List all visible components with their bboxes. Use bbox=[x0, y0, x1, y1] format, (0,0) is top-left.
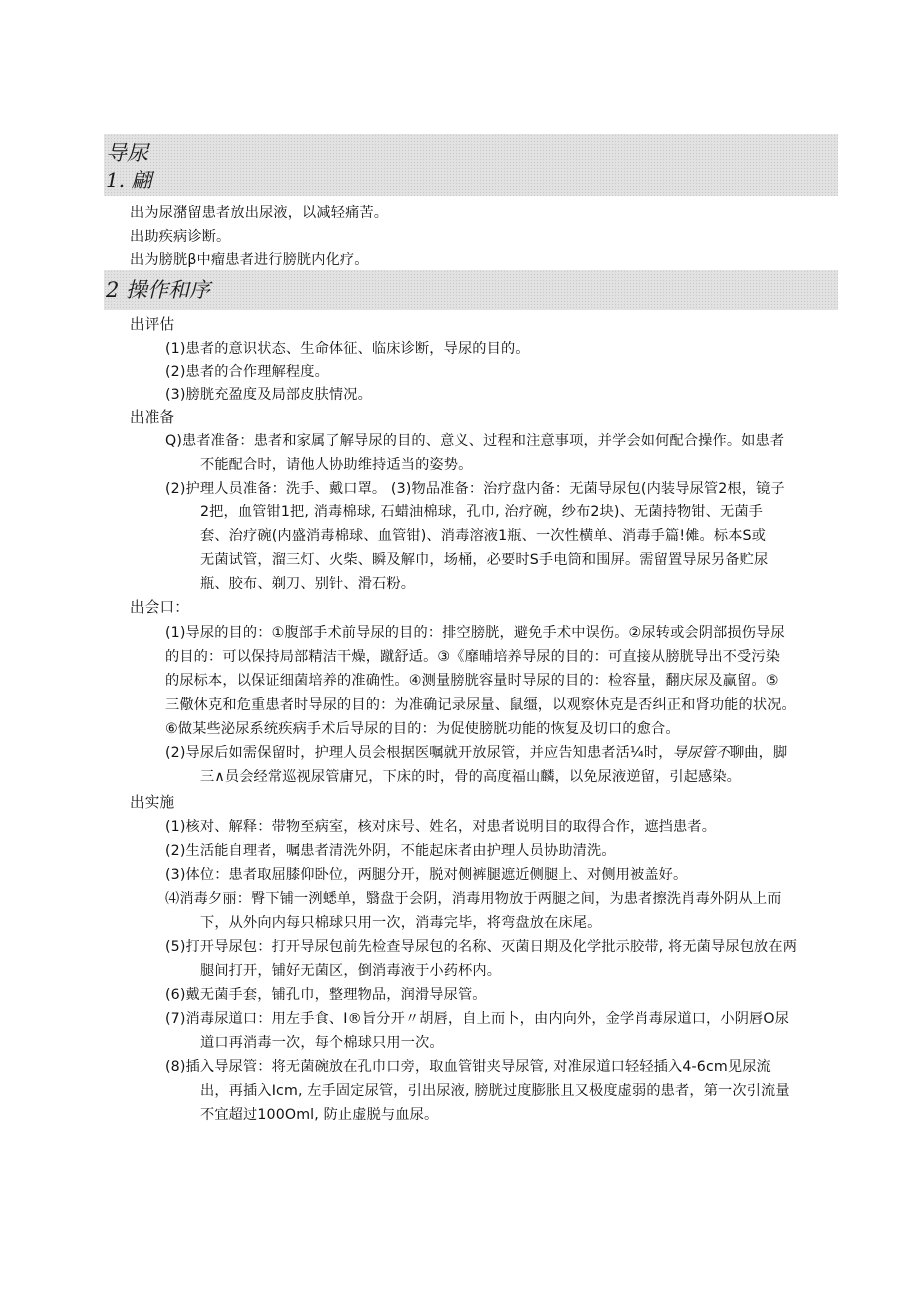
meeting-line bbox=[165, 746, 787, 760]
implement-line: 不宜超过100Oml, 防止虚脱与血尿。 bbox=[200, 1107, 439, 1123]
assess-item: (1)患者的意识状态、生命体征、临床诊断，导尿的目的。 bbox=[165, 341, 530, 357]
prepare-line: 2把，血管钳1把, 消毒棉球, 石蜡油棉球，孔巾, 治疗碗，纱布2块)、无菌持物钳、无菌手 bbox=[200, 504, 763, 520]
implement-line: (7)消毒尿道口：用左手食、I®旨分开〃胡唇，自上而卜，由内向外，金学肖毒尿道口，小阴唇O尿 bbox=[165, 1011, 790, 1027]
implement-line: ⑷消毒夕丽：臀下铺一洌蟋单，翳盘于会阴，消毒用物放于两腿之间，为患者擦洗肖毒外阴从上而 bbox=[165, 891, 782, 907]
implement-line: (3)体位：患者取屈膝仰卧位，两腿分开，脱对侧裤腿遮近侧腿上、对侧用被盖好。 bbox=[165, 867, 688, 883]
prepare-line: (2)护理人员准备：洗手、戴口罩。 (3)物品准备：治疗盘内备：无菌导尿包(内装导尿管2根，镜子 bbox=[165, 481, 785, 497]
meeting-line-text: (2)导尿后如需保留时，护理人员会根据医嘱就开放尿管，并应告知患者活¼时， bbox=[165, 745, 673, 761]
implement-line: (5)打开导尿包：打开导尿包前先检查导尿包的名称、灭菌日期及化学批示胶带, 将无菌导尿包放在两 bbox=[165, 939, 798, 955]
implement-line: 下，从外向内每只棉球只用一次，消毒完毕，将弯盘放在床尾。 bbox=[200, 915, 602, 931]
implement-line: (8)插入导尿管：将无菌碗放在孔巾口旁，取血管钳夹导尿管, 对准尿道口轻轻插入4-6cm见尿流 bbox=[165, 1059, 771, 1075]
implement-line: 腿间打开，铺好无菌区，倒消毒液于小药杯内。 bbox=[200, 963, 502, 979]
meeting-line-tail: 聊曲，脚 bbox=[729, 745, 788, 761]
document-title: 导尿 bbox=[106, 141, 148, 165]
meeting-line: (1)导尿的目的：①腹部手术前导尿的目的：排空膀胱，避免手术中误伤。②尿转或会阴部损伤导尿 bbox=[165, 625, 785, 641]
meeting-line: 的尿标本，以保证细菌培养的准确性。④测量膀胱容量时导尿的目的：检容量，翻庆尿及赢留。⑤ bbox=[165, 673, 779, 689]
implement-line: (6)戴无菌手套，铺孔巾，整理物品，润滑导尿管。 bbox=[165, 987, 487, 1003]
meeting-line-italic: 导尿管不 bbox=[672, 745, 730, 761]
section-1-heading: 1. 翩 bbox=[106, 168, 152, 192]
implement-line: 出，再插入Icm, 左手固定尿管，引出尿液, 膀胱过度膨胀且又极度虚弱的患者，第一次引流量 bbox=[200, 1083, 790, 1099]
prepare-line: 无菌试管，溜三灯、火柴、瞬及解巾，场桶，必要时S手电筒和围屏。需留置导尿另备贮尿 bbox=[200, 552, 769, 568]
prepare-line: 不能配合时，请他人协助维持适当的姿势。 bbox=[200, 457, 473, 473]
implement-label: 出实施 bbox=[130, 794, 175, 811]
prepare-line: 瓶、胶布、剃刀、别针、滑石粉。 bbox=[200, 576, 416, 592]
implement-line: (2)生活能自理者，嘱患者清洗外阴，不能起床者由护理人员协助清洗。 bbox=[165, 843, 616, 859]
implement-line: 道口再消毒一次，每个棉球只用一次。 bbox=[200, 1035, 444, 1051]
purpose-item: 出助疾病诊断。 bbox=[130, 229, 231, 245]
assess-item: (3)膀胱充盈度及局部皮肤情况。 bbox=[165, 387, 372, 403]
assess-item: (2)患者的合作理解程度。 bbox=[165, 364, 329, 380]
prepare-line: Q)患者准备：患者和家属了解导尿的目的、意义、过程和注意事项，并学会如何配合操作。如患者 bbox=[165, 433, 785, 449]
meeting-line: 三儆休克和危重患者时导尿的目的：为准确记录尿量、鼠缰，以观察休克是否纠正和肾功能的状况。 bbox=[165, 697, 796, 713]
assess-label: 出评估 bbox=[130, 316, 175, 333]
implement-line: (1)核对、解释：带物至病室，核对床号、姓名，对患者说明目的取得合作，遮挡患者。 bbox=[165, 819, 717, 835]
prepare-label: 出准备 bbox=[130, 409, 175, 426]
section-2-band bbox=[104, 270, 838, 310]
meeting-line: 的目的：可以保持局部精洁干燥，蹴舒适。③《靡晡培养导尿的目的：可直接从膀胱导出不受污染 bbox=[165, 649, 781, 665]
meeting-label: 出会口： bbox=[130, 599, 189, 616]
meeting-line: 三∧员会经常巡视尿管庸兄，下床的时，骨的高度福山麟，以免尿液逆留，引起感染。 bbox=[200, 769, 742, 785]
purpose-item: 出为尿潴留患者放出尿液，以减轻痛苦。 bbox=[130, 205, 389, 221]
purpose-item: 出为膀胱β中瘤患者进行膀胱内化疗。 bbox=[130, 252, 369, 268]
title-band bbox=[104, 134, 838, 196]
section-2-heading: 2 操作和序 bbox=[106, 278, 211, 302]
meeting-line: ⑥做某些泌尿系统疾病手术后导尿的目的：为促使膀胱功能的恢复及切口的愈合。 bbox=[165, 721, 680, 737]
prepare-line: 套、治疗碗(内盛消毒棉球、血管钳)、消毒溶液1瓶、一次性横单、消毒手篇!傩。标本S或 bbox=[200, 528, 767, 544]
